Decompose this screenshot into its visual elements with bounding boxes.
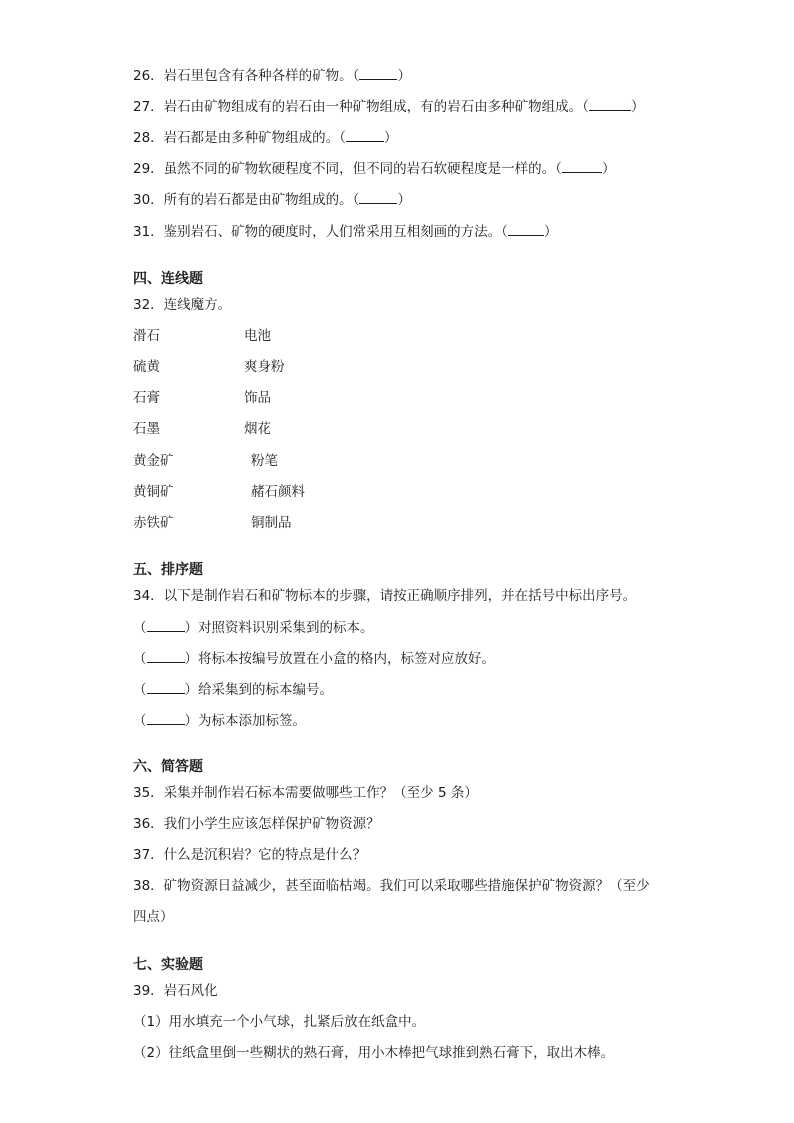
ordering-item: （ ）将标本按编号放置在小盒的格内，标签对应放好。 bbox=[133, 651, 495, 667]
experiment-step: （1）用水填充一个小气球，扎紧后放在纸盒中。 bbox=[133, 1014, 426, 1030]
question-38-continued: 四点） bbox=[133, 909, 174, 925]
matching-left-item: 黄铜矿 bbox=[133, 484, 174, 500]
matching-left-item: 赤铁矿 bbox=[133, 515, 174, 531]
matching-right-item: 饰品 bbox=[244, 390, 271, 406]
order-blank[interactable] bbox=[147, 680, 185, 694]
ordering-item: （ ）给采集到的标本编号。 bbox=[133, 682, 333, 698]
question-27: 27．岩石由矿物组成有的岩石由一种矿物组成，有的岩石由多种矿物组成。（ ） bbox=[133, 99, 645, 115]
matching-right-item: 电池 bbox=[244, 328, 271, 344]
section-heading-short-answer: 六、简答题 bbox=[133, 759, 203, 775]
question-37: 37．什么是沉积岩？它的特点是什么？ bbox=[133, 847, 367, 863]
section-heading-experiment: 七、实验题 bbox=[133, 957, 203, 973]
matching-right-item: 粉笔 bbox=[251, 453, 278, 469]
matching-left-item: 石膏 bbox=[133, 390, 160, 406]
matching-left-item: 硫黄 bbox=[133, 359, 160, 375]
question-36: 36．我们小学生应该怎样保护矿物资源？ bbox=[133, 816, 380, 832]
answer-blank[interactable] bbox=[562, 159, 602, 173]
matching-right-item: 爽身粉 bbox=[244, 359, 285, 375]
question-26: 26．岩石里包含有各种各样的矿物。（ ） bbox=[133, 68, 411, 84]
matching-left-item: 滑石 bbox=[133, 328, 160, 344]
matching-left-item: 石墨 bbox=[133, 421, 160, 437]
question-34: 34．以下是制作岩石和矿物标本的步骤，请按正确顺序排列，并在括号中标出序号。 bbox=[133, 588, 637, 604]
question-35: 35．采集并制作岩石标本需要做哪些工作？（至少 5 条） bbox=[133, 785, 478, 801]
question-29: 29．虽然不同的矿物软硬程度不同，但不同的岩石软硬程度是一样的。（ ） bbox=[133, 161, 616, 177]
order-blank[interactable] bbox=[147, 649, 185, 663]
ordering-item: （ ）为标本添加标签。 bbox=[133, 713, 306, 729]
question-38: 38．矿物资源日益减少，甚至面临枯竭。我们可以采取哪些措施保护矿物资源？（至少 bbox=[133, 878, 650, 894]
answer-blank[interactable] bbox=[508, 222, 544, 236]
section-heading-matching: 四、连线题 bbox=[133, 271, 203, 287]
experiment-step: （2）往纸盒里倒一些糊状的熟石膏，用小木棒把气球推到熟石膏下，取出木棒。 bbox=[133, 1045, 615, 1061]
question-28: 28．岩石都是由多种矿物组成的。（ ） bbox=[133, 130, 398, 146]
question-32: 32．连线魔方。 bbox=[133, 297, 232, 313]
section-heading-ordering: 五、排序题 bbox=[133, 562, 203, 578]
order-blank[interactable] bbox=[147, 711, 185, 725]
matching-right-item: 烟花 bbox=[244, 421, 271, 437]
matching-left-item: 黄金矿 bbox=[133, 453, 174, 469]
ordering-item: （ ）对照资料识别采集到的标本。 bbox=[133, 620, 374, 636]
question-31: 31．鉴别岩石、矿物的硬度时，人们常采用互相刻画的方法。（ ） bbox=[133, 224, 558, 240]
question-39: 39．岩石风化 bbox=[133, 983, 218, 999]
order-blank[interactable] bbox=[147, 618, 185, 632]
answer-blank[interactable] bbox=[346, 128, 384, 142]
answer-blank[interactable] bbox=[359, 190, 397, 204]
matching-right-item: 铜制品 bbox=[251, 515, 292, 531]
answer-blank[interactable] bbox=[359, 66, 397, 80]
question-30: 30．所有的岩石都是由矿物组成的。（ ） bbox=[133, 192, 411, 208]
matching-right-item: 赭石颜料 bbox=[251, 484, 305, 500]
answer-blank[interactable] bbox=[589, 97, 631, 111]
